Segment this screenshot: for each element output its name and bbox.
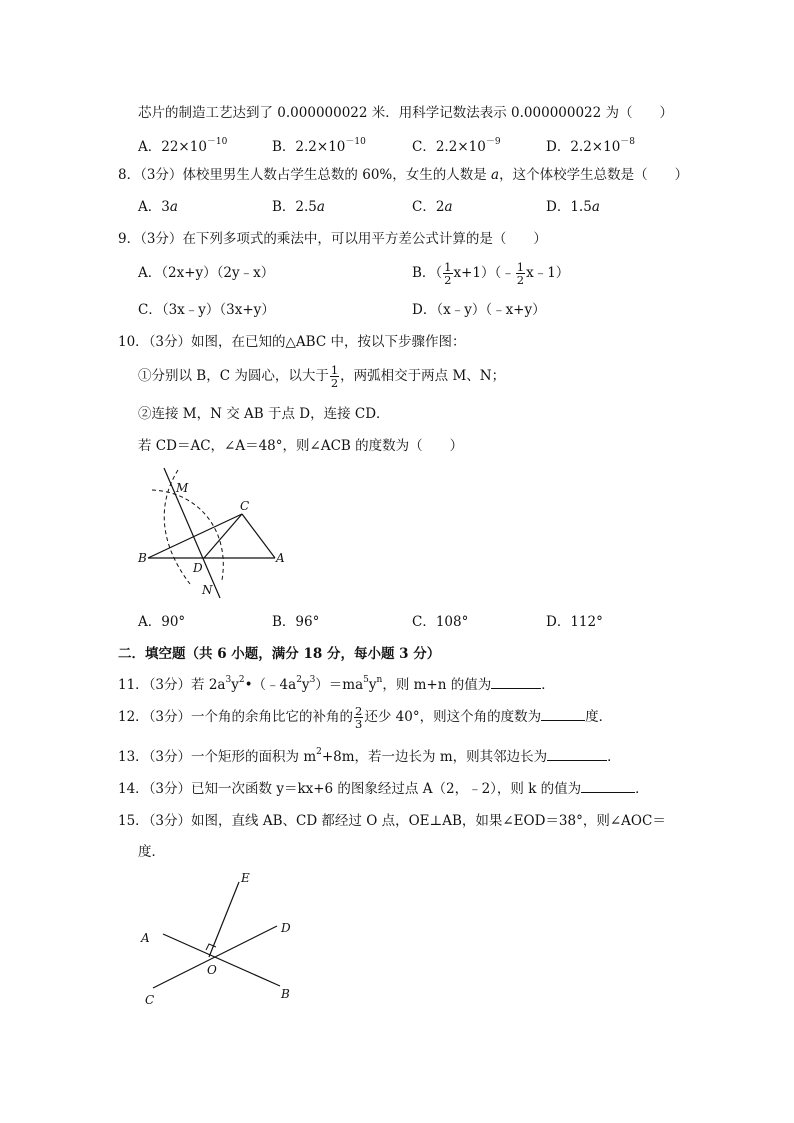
segment-ca [242, 514, 275, 558]
q10-option-a[interactable]: A．90° [138, 614, 186, 630]
q15-line2: 度． [138, 844, 165, 860]
q7-stem: 芯片的制造工艺达到了 0.000000022 米．用科学记数法表示 0.000000022 为（ ） [138, 105, 674, 121]
q9-option-b[interactable]: B．（ $\frac{1}{2}$ x+1）（﹣ $\frac{1}{2}$ x﹣1） [412, 260, 570, 287]
q13-stem: 13．（3分）一个矩形的面积为 $m^2+8m$，若一边长为 m，则其邻边长为 ． [118, 747, 621, 765]
arc-from-b [152, 490, 223, 580]
q7-option-b[interactable]: B．$2.2\times 10^{-10}$ [272, 137, 366, 155]
q10-option-b[interactable]: B．96° [272, 614, 320, 630]
q8-option-b[interactable]: B．2.5a [272, 199, 325, 215]
q10-step1: ①分别以 B，C 为圆心，以大于 $\frac{1}{2}$ ，两弧相交于两点 M、N； [138, 363, 506, 390]
q15-lines-figure [135, 866, 305, 1008]
q14-answer-blank[interactable] [581, 778, 635, 793]
q8-option-a[interactable]: A．3a [138, 199, 178, 215]
q12-stem: 12．（3分）一个角的余角比它的补角的 $\frac{2}{3}$ 还少 40°，则这个角的度数为 度． [118, 704, 613, 731]
q9-option-a[interactable]: A．（2x+y）（2y﹣x） [138, 265, 275, 281]
label-c: C [145, 993, 155, 1007]
q14-stem: 14．（3分）已知一次函数 y＝kx+6 的图象经过点 A（2，﹣2），则 k 的值为 ． [118, 778, 649, 799]
q8-option-c[interactable]: C．2a [412, 199, 453, 215]
q11-stem: 11．（3分）若 $2a^3y^2•(﹣4a^2y^3)=ma^5y^n$，则 m+n 的值为 ． [118, 675, 555, 693]
q7-option-a[interactable]: A．$22\times 10^{-10}$ [138, 137, 228, 155]
q8-stem: 8．（3分）体校里男生人数占学生总数的 60%，女生的人数是 a，这个体校学生总数是（ ） [118, 167, 689, 183]
q9-stem: 9．（3分）在下列多项式的乘法中，可以用平方差公式计算的是（ ） [118, 231, 547, 247]
label-d: D [193, 561, 203, 575]
line-cd [153, 926, 277, 988]
line-mn [164, 468, 220, 598]
label-m: M [176, 481, 189, 495]
label-a: A [141, 931, 150, 945]
label-d: D [281, 921, 291, 935]
q7-option-c[interactable]: C．$2.2\times 10^{-9}$ [412, 137, 501, 155]
segment-cd [204, 514, 242, 558]
q8-option-d[interactable]: D．1.5a [546, 199, 600, 215]
label-b: B [281, 987, 290, 1001]
q10-option-c[interactable]: C．108° [412, 614, 469, 630]
label-a: A [276, 551, 285, 565]
q10-step2: ②连接 M，N 交 AB 于点 D，连接 CD． [138, 406, 390, 422]
q13-answer-blank[interactable] [547, 746, 607, 761]
q10-option-d[interactable]: D．112° [546, 614, 603, 630]
segment-bc [148, 514, 242, 558]
q11-answer-blank[interactable] [491, 674, 541, 689]
q10-condition: 若 CD＝AC，∠A＝48°，则∠ACB 的度数为（ ） [138, 438, 464, 454]
q15-stem: 15．（3分）如图，直线 AB、CD 都经过 O 点，OE⊥AB，如果∠EOD＝38°，则∠AOC＝ [118, 813, 666, 829]
label-n: N [202, 583, 213, 597]
section-2-title: 二．填空题（共 6 小题，满分 18 分，每小题 3 分） [118, 646, 441, 662]
q9-option-c[interactable]: C．（3x﹣y）（3x+y） [138, 302, 275, 318]
q10-triangle-figure [130, 462, 300, 607]
q7-option-d[interactable]: D．$2.2\times 10^{-8}$ [546, 137, 636, 155]
q12-answer-blank[interactable] [541, 706, 585, 721]
q10-stem: 10．（3分）如图，在已知的△ABC 中，按以下步骤作图： [118, 334, 466, 350]
half-fraction: $\frac{1}{2}$ [444, 260, 452, 287]
label-e: E [241, 871, 250, 885]
line-ab [163, 934, 280, 986]
q9-option-d[interactable]: D．（x﹣y）（﹣x+y） [412, 302, 546, 318]
half-fraction: $\frac{1}{2}$ [516, 260, 525, 287]
right-angle-mark [206, 944, 216, 950]
label-b: B [138, 551, 147, 565]
label-c: C [240, 499, 250, 513]
label-o: O [207, 963, 217, 977]
